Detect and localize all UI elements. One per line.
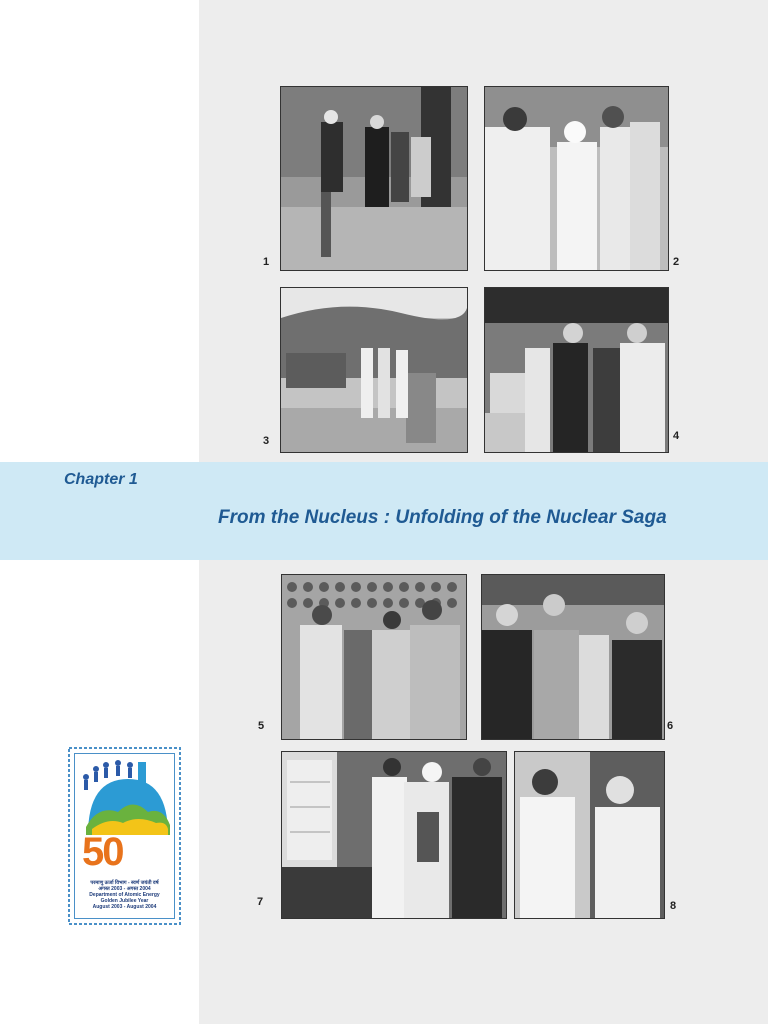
stamp-hindi-line-2: अगस्त 2003 - अगस्त 2004 bbox=[98, 886, 151, 892]
photo-4-number: 4 bbox=[673, 430, 680, 442]
photo-8-number: 8 bbox=[670, 900, 677, 912]
photo-5 bbox=[281, 574, 467, 740]
photo-2 bbox=[484, 86, 669, 271]
photo-2-number: 2 bbox=[673, 256, 680, 268]
stamp-line-3: August 2003 - August 2004 bbox=[92, 904, 157, 910]
stamp-text bbox=[77, 880, 172, 910]
photo-7 bbox=[281, 751, 507, 919]
chapter-label: Chapter 1 bbox=[64, 471, 138, 488]
golden-jubilee-stamp bbox=[68, 747, 181, 925]
photo-1 bbox=[280, 86, 468, 271]
photo-8 bbox=[514, 751, 665, 919]
stamp-line-2: Golden Jubilee Year bbox=[100, 898, 149, 904]
stamp-hindi-line-1: परमाणु ऊर्जा विभाग - स्वर्ण जयंती वर्ष bbox=[90, 880, 159, 886]
chapter-title: From the Nucleus : Unfolding of the Nuclear Saga bbox=[218, 507, 667, 528]
dome-logo-icon bbox=[78, 757, 171, 837]
stamp-50-number: 50 bbox=[82, 830, 123, 874]
photo-6-number: 6 bbox=[667, 720, 674, 732]
photo-7-number: 7 bbox=[257, 896, 264, 908]
photo-3-number: 3 bbox=[263, 435, 270, 447]
photo-4 bbox=[484, 287, 669, 453]
photo-1-number: 1 bbox=[263, 256, 270, 268]
stamp-line-1: Department of Atomic Energy bbox=[89, 892, 160, 898]
photo-5-number: 5 bbox=[258, 720, 265, 732]
photo-3 bbox=[280, 287, 468, 453]
photo-6 bbox=[481, 574, 665, 740]
